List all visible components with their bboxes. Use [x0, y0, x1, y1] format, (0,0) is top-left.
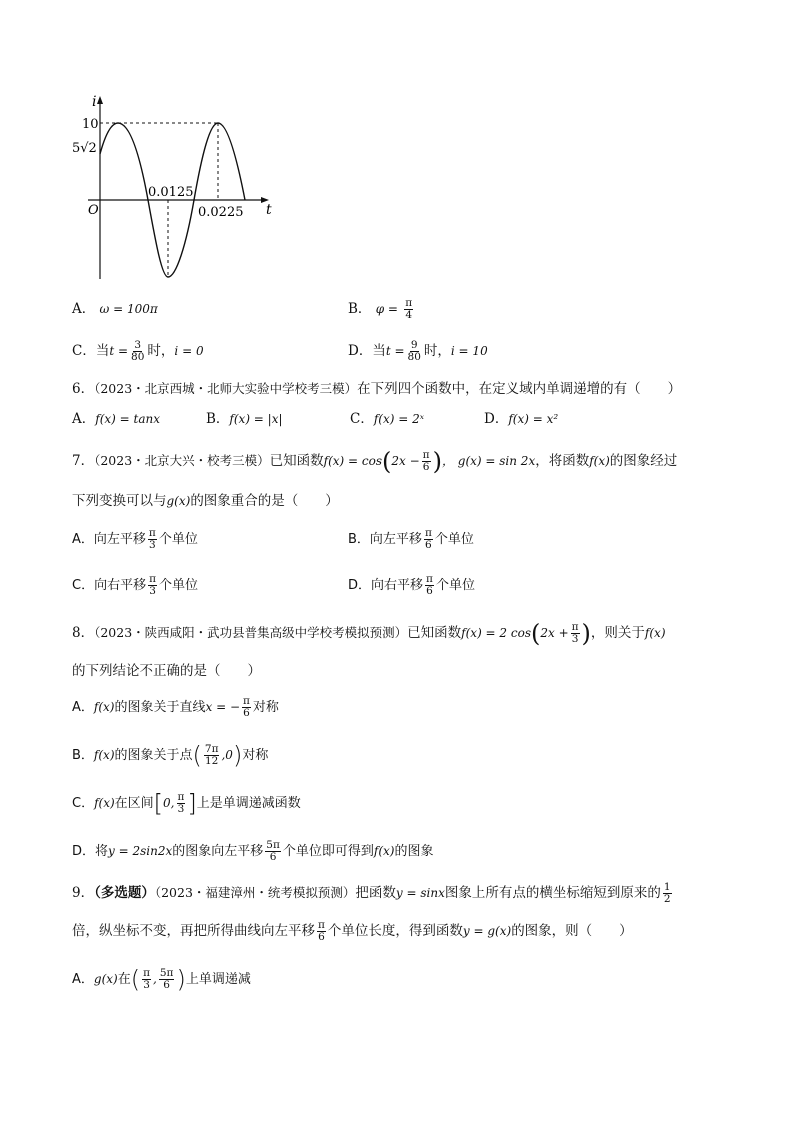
- q8-option-b[interactable]: B．f(x)的图象关于点( $\frac{7\pi}{12}$ ,0)对称: [72, 741, 269, 770]
- fraction: $\frac{\pi}{4}$: [405, 297, 413, 321]
- fraction: $\frac{\pi}{6}$: [424, 527, 432, 551]
- x-axis-label: t: [266, 202, 272, 218]
- q6-option-b[interactable]: B．f(x) = |x|: [206, 411, 283, 427]
- fraction: $\frac{3}{80}$: [131, 339, 145, 363]
- q9-stem-line1: 9．（多选题）（2023・福建漳州・统考模拟预测）把函数y = sinx图象上所有点的横坐标缩短到原来的 $\frac{1}{2}$: [72, 881, 671, 905]
- fraction: $\frac{\pi}{3}$: [148, 527, 156, 551]
- q7-option-b[interactable]: B．向左平移 $\frac{\pi}{6}$ 个单位: [348, 527, 474, 551]
- y-tick-top: 10: [82, 117, 99, 132]
- q5-option-d[interactable]: D．当t = $\frac{9}{80}$ 时，i = 10: [348, 339, 488, 363]
- label-0-0225: 0.0225: [198, 205, 244, 220]
- q5-option-a[interactable]: A． ω = 100π: [72, 301, 158, 317]
- q8-option-c[interactable]: C．f(x)在区间[0, $\frac{\pi}{3}$ ]上是单调递减函数: [72, 789, 301, 818]
- q5-option-b[interactable]: B． φ = $\frac{\pi}{4}$: [348, 297, 413, 321]
- fraction: $\frac{9}{80}$: [407, 339, 421, 363]
- fraction: $\frac{5\pi}{6}$: [159, 967, 174, 991]
- fraction: $\frac{1}{2}$: [663, 881, 671, 905]
- q9-option-a[interactable]: A．g(x)在( $\frac{\pi}{3}$ , $\frac{5\pi}{6}$ )上单调递减: [72, 965, 251, 994]
- label-0-0125: 0.0125: [148, 185, 194, 200]
- fraction: $\frac{\pi}{6}$: [422, 449, 430, 473]
- q8-option-d[interactable]: D．将y = 2sin2x的图象向左平移 $\frac{5\pi}{6}$ 个单位即可得到f(x)的图象: [72, 839, 434, 863]
- q9-stem-line2: 倍，纵坐标不变，再把所得曲线向左平移 $\frac{\pi}{6}$ 个单位长度，得到函数y = g(x)的图象，则（ ）: [72, 919, 633, 943]
- q7-option-d[interactable]: D．向右平移 $\frac{\pi}{6}$ 个单位: [348, 573, 475, 597]
- q6-option-d[interactable]: D．f(x) = x²: [484, 411, 559, 427]
- y-tick-second: 5√2: [72, 141, 97, 156]
- q6-option-c[interactable]: C．f(x) = 2ˣ: [350, 411, 424, 427]
- q6-option-a[interactable]: A．f(x) = tanx: [72, 411, 160, 427]
- fraction: $\frac{\pi}{3}$: [571, 621, 579, 645]
- q8-stem-line2: 的下列结论不正确的是（ ）: [72, 663, 261, 679]
- sine-graph: [70, 86, 290, 286]
- fraction: $\frac{\pi}{6}$: [426, 573, 433, 597]
- q7-stem-line1: 7．（2023・北京大兴・校考三模）已知函数f(x) = cos(2x − $\frac{\pi}{6}$ )， g(x) = sin 2x，将函数f(x)的图象经过: [72, 447, 678, 476]
- q5-option-c[interactable]: C．当t = $\frac{3}{80}$ 时，i = 0: [72, 339, 204, 363]
- fraction: $\frac{\pi}{3}$: [143, 967, 151, 991]
- q8-stem-line1: 8．（2023・陕西咸阳・武功县普集高级中学校考模拟预测）已知函数f(x) = 2 cos(2x + $\frac{\pi}{3}$ )，则关于f(x): [72, 619, 666, 648]
- y-axis-arrow: [97, 96, 103, 104]
- fraction: $\frac{\pi}{6}$: [318, 919, 325, 943]
- fraction: $\frac{\pi}{3}$: [149, 573, 156, 597]
- fraction: $\frac{\pi}{3}$: [177, 791, 185, 815]
- q8-option-a[interactable]: A．f(x)的图象关于直线x = − $\frac{\pi}{6}$ 对称: [72, 695, 279, 719]
- q7-option-c[interactable]: C．向右平移 $\frac{\pi}{3}$ 个单位: [72, 573, 199, 597]
- fraction: $\frac{\pi}{6}$: [243, 695, 250, 719]
- y-axis-label: i: [92, 94, 97, 110]
- origin-label: O: [88, 203, 99, 218]
- q7-stem-line2: 下列变换可以与g(x)的图象重合的是（ ）: [72, 493, 339, 509]
- fraction: $\frac{7\pi}{12}$: [204, 743, 219, 767]
- fraction: $\frac{5\pi}{6}$: [266, 839, 280, 863]
- q7-option-a[interactable]: A．向左平移 $\frac{\pi}{3}$ 个单位: [72, 527, 198, 551]
- q6-stem: 6．（2023・北京西城・北师大实验中学校考三模）在下列四个函数中，在定义域内单调递增的有（ ）: [72, 381, 682, 397]
